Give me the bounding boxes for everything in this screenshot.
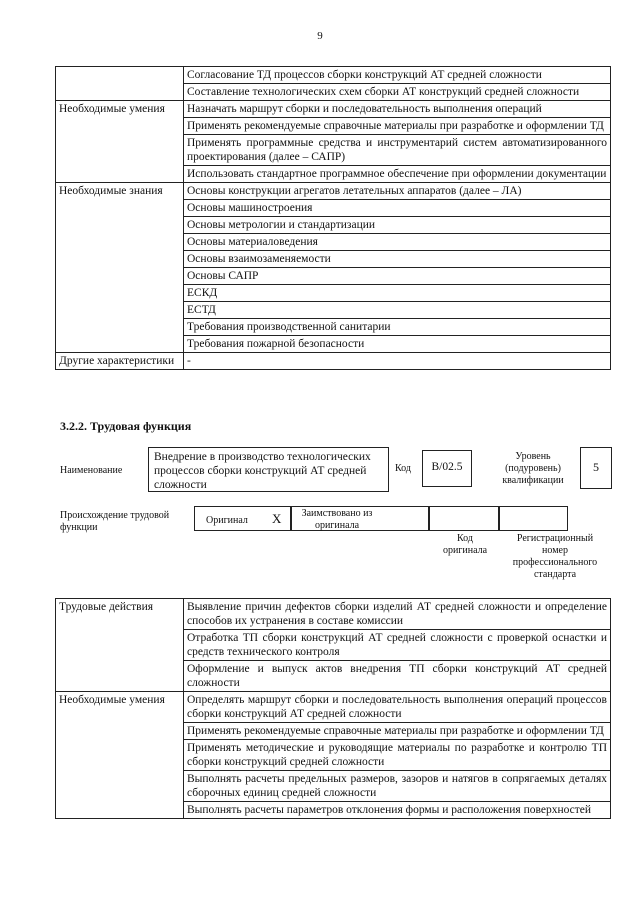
item-cell: Определять маршрут сборки и последовательность выполнения операций процессов сборки конструкций АТ средней сложности [184, 692, 611, 723]
table-row [56, 183, 611, 200]
requirements-table-top [55, 66, 611, 370]
page-number: 9 [317, 30, 323, 42]
item-cell: Требования пожарной безопасности [184, 336, 611, 353]
original-label: Оригинал [206, 515, 248, 526]
code-label: Код [395, 463, 411, 474]
category-cell: Необходимые знания [56, 183, 184, 353]
item-cell: Основы метрологии и стандартизации [184, 217, 611, 234]
item-cell: Назначать маршрут сборки и последовательность выполнения операций [184, 101, 611, 118]
item-cell: Применять рекомендуемые справочные материалы при разработке и оформлении ТД [184, 118, 611, 135]
category-cell: Необходимые умения [56, 101, 184, 183]
item-cell: Составление технологических схем сборки АТ конструкций средней сложности [184, 84, 611, 101]
code-original-caption: Код оригинала [442, 533, 488, 556]
name-label: Наименование [60, 465, 123, 476]
borrowed-label: Заимствовано из оригинала [301, 508, 373, 531]
section-title: 3.2.2. Трудовая функция [60, 419, 192, 433]
item-cell: Основы машиностроения [184, 200, 611, 217]
item-cell: Основы конструкции агрегатов летательных аппаратов (далее – ЛА) [184, 183, 611, 200]
function-name-box [148, 447, 389, 492]
category-cell: Другие характеристики [56, 353, 184, 370]
item-cell: Использовать стандартное программное обеспечение при оформлении документации [184, 166, 611, 183]
table-row [56, 599, 611, 630]
code-box [422, 450, 472, 487]
item-cell: Выполнять расчеты предельных размеров, зазоров и натягов в сопрягаемых деталях сборочных единиц средней сложности [184, 771, 611, 802]
registration-number-caption: Регистрационный номер профессионального стандарта [512, 533, 598, 580]
level-box [580, 447, 612, 489]
item-cell: Основы взаимозаменяемости [184, 251, 611, 268]
item-cell: Согласование ТД процессов сборки конструкций АТ средней сложности [184, 67, 611, 84]
table-row [56, 692, 611, 723]
table-row [56, 67, 611, 84]
category-cell: Необходимые умения [56, 692, 184, 819]
item-cell: Применять методические и руководящие материалы по разработке и контролю ТП сборки конструкций средней сложности [184, 740, 611, 771]
origin-cell-code [429, 506, 499, 531]
item-cell: Основы САПР [184, 268, 611, 285]
item-cell: Применять рекомендуемые справочные материалы при разработке и оформлении ТД [184, 723, 611, 740]
category-cell: Трудовые действия [56, 599, 184, 692]
level-label: Уровень (подуровень) квалификации [502, 451, 564, 486]
item-cell: Применять программные средства и инструментарий систем автоматизированного проектирования (далее – САПР) [184, 135, 611, 166]
table-row [56, 101, 611, 118]
level-value: 5 [593, 460, 599, 474]
item-cell: Выполнять расчеты параметров отклонения формы и расположения поверхностей [184, 802, 611, 819]
item-cell: Оформление и выпуск актов внедрения ТП сборки конструкций АТ средней сложности [184, 661, 611, 692]
item-cell: Основы материаловедения [184, 234, 611, 251]
item-cell: Выявление причин дефектов сборки изделий АТ средней сложности и определение способов их устранения в составе комиссии [184, 599, 611, 630]
table-row [56, 353, 611, 370]
code-value: В/02.5 [431, 461, 463, 473]
function-name: Внедрение в производство технологических процессов сборки конструкций АТ средней сложности [154, 451, 371, 491]
requirements-table-bottom [55, 598, 611, 819]
item-cell: Отработка ТП сборки конструкций АТ средней сложности с проверкой оснастки и средств технического контроля [184, 630, 611, 661]
item-cell: - [184, 353, 611, 370]
category-cell [56, 67, 184, 101]
origin-cell-reg [499, 506, 568, 531]
item-cell: ЕСКД [184, 285, 611, 302]
item-cell: Требования производственной санитарии [184, 319, 611, 336]
item-cell: ЕСТД [184, 302, 611, 319]
original-mark: X [272, 511, 282, 526]
origin-label: Происхождение трудовой функции [60, 510, 170, 533]
